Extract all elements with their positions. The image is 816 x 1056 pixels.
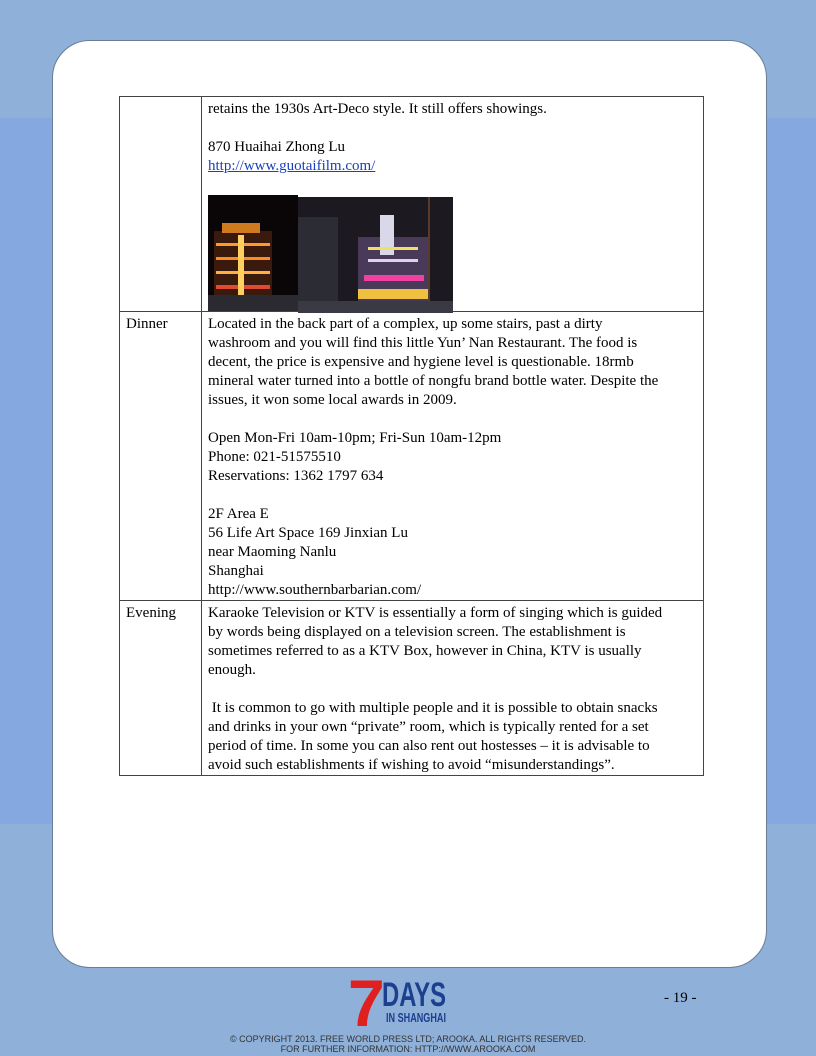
table-row (120, 312, 704, 601)
text-line: decent, the price is expensive and hygiene level is questionable. 18rmb (208, 354, 634, 370)
text-line: avoid such establishments if wishing to avoid “misunderstandings”. (208, 757, 615, 773)
text-line: 870 Huaihai Zhong Lu (208, 139, 346, 155)
photo-row (208, 195, 697, 311)
paragraph (208, 315, 697, 410)
text-line: sometimes referred to as a KTV Box, however in China, KTV is usually (208, 643, 642, 659)
logo-days-text: DAYS (382, 976, 446, 1014)
table-row (120, 601, 704, 776)
cinema-street-photo (298, 197, 453, 313)
text-line: issues, it won some local awards in 2009. (208, 392, 457, 408)
text-line: Karaoke Television or KTV is essentially a form of singing which is guided (208, 605, 663, 621)
paragraph (208, 604, 697, 680)
paragraph (208, 699, 697, 775)
text-line: near Maoming Nanlu (208, 544, 337, 560)
seven-days-logo (346, 966, 452, 1040)
text-line: retains the 1930s Art-Deco style. It still offers showings. (208, 101, 547, 117)
row-label-cell: Dinner (120, 312, 202, 601)
copyright-line: © COPYRIGHT 2013. FREE WORLD PRESS LTD; AROOKA. ALL RIGHTS RESERVED. (230, 1034, 586, 1044)
text-line: and drinks in your own “private” room, which is typically rented for a set (208, 719, 649, 735)
cinema-night-photo (208, 195, 298, 311)
text-line: period of time. In some you can also rent out hostesses – it is advisable to (208, 738, 650, 754)
paragraph (208, 429, 697, 486)
text-line: washroom and you will find this little Yun’ Nan Restaurant. The food is (208, 335, 638, 351)
row-content-cell (202, 601, 704, 776)
logo-shanghai-text: IN SHANGHAI (386, 1010, 446, 1025)
text-line: Located in the back part of a complex, up some stairs, past a dirty (208, 316, 603, 332)
text-line: It is common to go with multiple people and it is possible to obtain snacks (208, 700, 658, 716)
left-side-band (0, 118, 60, 824)
text-line: 56 Life Art Space 169 Jinxian Lu (208, 525, 408, 541)
text-line: http://www.southernbarbarian.com/ (208, 582, 422, 598)
text-line: mineral water turned into a bottle of nongfu brand bottle water. Despite the (208, 373, 659, 389)
text-line: 2F Area E (208, 506, 269, 522)
text-line: Open Mon-Fri 10am-10pm; Fri-Sun 10am-12pm (208, 430, 502, 446)
paragraph (208, 505, 697, 600)
row-label-cell: Evening (120, 601, 202, 776)
logo-seven: 7 (348, 966, 385, 1040)
table-row (120, 97, 704, 312)
text-line: Reservations: 1362 1797 634 (208, 468, 384, 484)
further-info-line: FOR FURTHER INFORMATION: HTTP://WWW.AROOKA.COM (280, 1044, 536, 1054)
text-line: Shanghai (208, 563, 264, 579)
paragraph (208, 138, 697, 176)
row-label-cell (120, 97, 202, 312)
page-number: - 19 - (664, 990, 697, 1006)
website-link[interactable]: http://www.guotaifilm.com/ (208, 158, 376, 174)
row-content-cell (202, 312, 704, 601)
text-line: Phone: 021-51575510 (208, 449, 341, 465)
text-line: by words being displayed on a television screen. The establishment is (208, 624, 626, 640)
paragraph (208, 100, 697, 119)
text-line: enough. (208, 662, 256, 678)
itinerary-table (119, 96, 704, 776)
row-content-cell (202, 97, 704, 312)
